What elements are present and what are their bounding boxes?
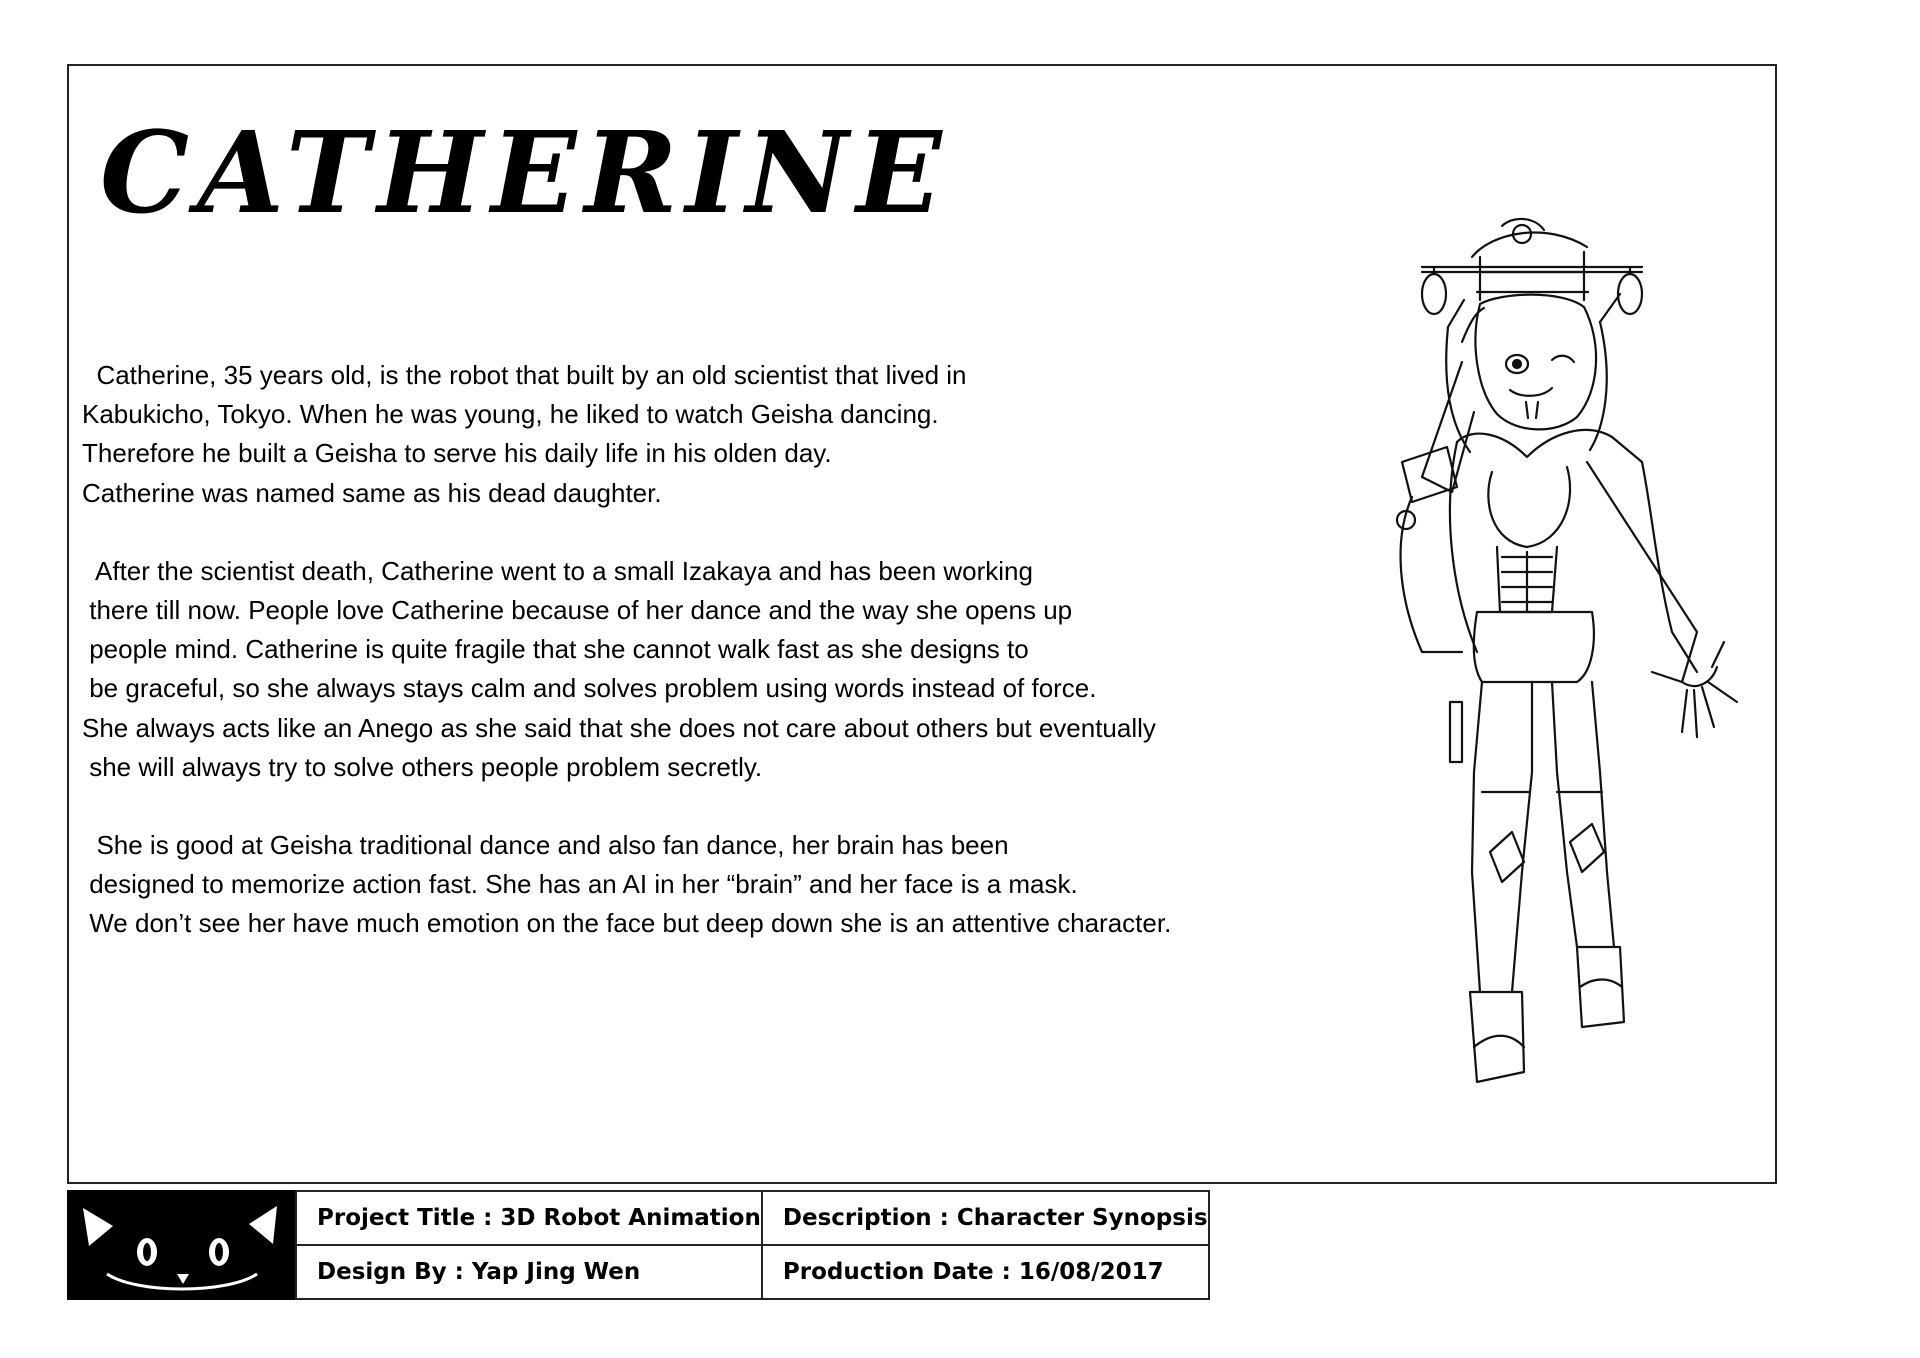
- synopsis-line: After the scientist death, Catherine went to a small Izakaya and has been working: [82, 555, 1033, 586]
- synopsis-line: she will always try to solve others people problem secretly.: [82, 751, 763, 782]
- designer: Design By : Yap Jing Wen: [296, 1245, 762, 1299]
- sandals: [1470, 947, 1624, 1082]
- production-date: Production Date : 16/08/2017: [762, 1245, 1209, 1299]
- synopsis-line: there till now. People love Catherine because of her dance and the way she opens up: [82, 595, 1073, 626]
- synopsis-line: designed to memorize action fast. She has an AI in her “brain” and her face is a mask.: [82, 869, 1078, 900]
- headdress-ornament: [1422, 219, 1642, 314]
- synopsis-line: people mind. Catherine is quite fragile that she cannot walk fast as she designs to: [82, 634, 1029, 665]
- synopsis-line: be graceful, so she always stays calm and solves problem using words instead of force.: [82, 673, 1097, 704]
- robot-geisha-illustration: [1352, 212, 1782, 1112]
- kimono-torso: [1450, 430, 1697, 682]
- synopsis-line: She always acts like an Anego as she said that she does not care about others but eventually: [82, 712, 1156, 743]
- synopsis-line: Kabukicho, Tokyo. When he was young, he liked to watch Geisha dancing.: [82, 399, 939, 430]
- project-info-table: [295, 1190, 1210, 1300]
- synopsis-line: Therefore he built a Geisha to serve his daily life in his olden day.: [82, 438, 832, 469]
- raised-arm: [1397, 308, 1484, 652]
- black-cat-face-icon: [67, 1190, 297, 1300]
- head: [1446, 294, 1620, 452]
- synopsis-line: Catherine, 35 years old, is the robot that built by an old scientist that lived in: [82, 360, 967, 390]
- legs: [1450, 682, 1614, 992]
- synopsis-line: We don’t see her have much emotion on the face but deep down she is an attentive character.: [82, 908, 1172, 939]
- description: Description : Character Synopsis: [762, 1191, 1209, 1245]
- project-title: Project Title : 3D Robot Animation: [296, 1191, 762, 1245]
- synopsis-paragraph-2: [82, 552, 1412, 787]
- synopsis-paragraph-1: [82, 356, 1412, 513]
- character-synopsis: [82, 356, 1412, 983]
- synopsis-line: Catherine was named same as his dead daughter.: [82, 477, 662, 508]
- synopsis-line: She is good at Geisha traditional dance and also fan dance, her brain has been: [82, 830, 1009, 861]
- synopsis-paragraph-3: [82, 826, 1412, 944]
- character-title: CATHERINE: [100, 108, 950, 239]
